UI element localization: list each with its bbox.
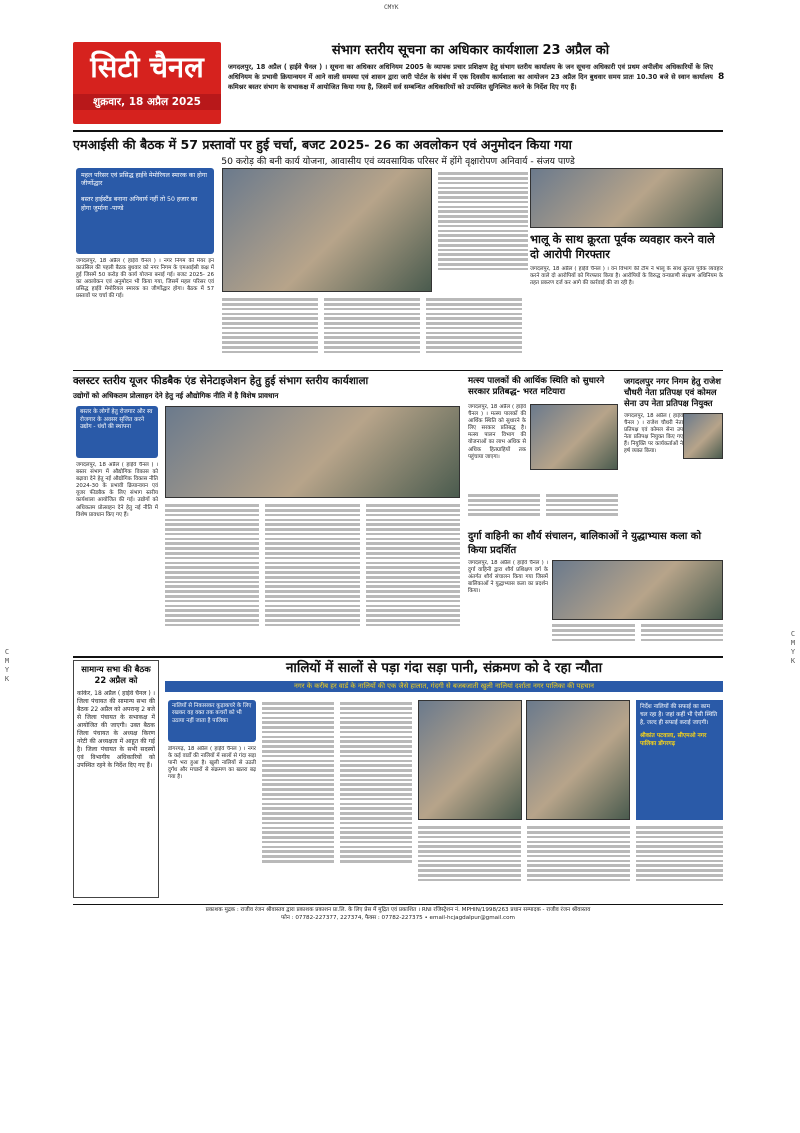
- mic-column-right: [438, 170, 528, 294]
- cluster-callout: बस्तर के लोगों हेतु रोजगार और स्व रोजगार के अवसर सृजित करने उद्योग - धंधों की स्थापना: [76, 406, 158, 458]
- cmyk-c: C: [4, 648, 10, 656]
- cluster-body: जगदलपुर, 18 अप्रैल ( हाईवे चैनल ) । बस्तर संभाग में औद्योगिक विकास को बढ़ावा देने हेतु नई औद्योगिक विकास नीति 2024-30 के प्रभावी क्रियान्वयन एवं यूजर फीडबैक के लिए संभाग स्तरीय कार्यशाला आयोजित की गई। उद्योगों को अधिकतम प्रोत्साहन देने हेतु नई नीति में विशेष प्रावधान किए गए हैं।: [76, 462, 158, 518]
- cmyk-y: Y: [4, 666, 10, 674]
- divider-mid: [73, 370, 723, 371]
- cluster-workshop-photo: [165, 406, 460, 498]
- cmyk-k-right: K: [790, 657, 796, 665]
- mic-subhead: 50 करोड़ की बनी कार्य योजना, आवासीय एवं व्यवसायिक परिसर में होंगे वृक्षारोपण अनिवार्य - संजय पाण्डे: [221, 156, 575, 167]
- bear-body: जगदलपुर, 18 अप्रैल ( हाईवे चैनल ) । वन विभाग की टीम ने भालू के साथ क्रूरता पूर्वक व्यवहार करने वाले दो आरोपियों को गिरफ्तार किया है। आरोपियों के विरुद्ध वन्यप्राणी संरक्षण अधिनियम के तहत प्रकरण दर्ज कर आगे की कार्रवाई की जा रही है।: [530, 266, 723, 287]
- drain-callout: नालियों से निकासकर कूड़ाकचरे के लिए रखकर वह वक्त तक कचरों को भी उठाया नहीं जाता है पालिका: [168, 700, 256, 742]
- gram-sabha-headline: सामान्य सभा की बैठक 22 अप्रैल को: [81, 664, 151, 685]
- bear-photo: [530, 168, 723, 228]
- footer-divider: [73, 904, 723, 905]
- cluster-headline: क्लस्टर स्तरीय यूजर फीडबैक एंड सेनेटाइजेशन हेतु हुई संभाग स्तरीय कार्यशाला: [73, 375, 369, 387]
- cmyk-m-right: M: [790, 639, 796, 647]
- drain-subhead: नगर के करीब हर वार्ड के नालियों की एक जैसे हालात, गंदगी से बजबजाती खुली नालियां दर्शाता नगर पालिका की पहचान: [165, 681, 723, 692]
- footer-imprint: प्रकाशक मुद्रक : राजीव रंजन श्रीवास्तव द्वारा प्रकाशक प्रकाशन प्रा.लि. के लिए प्रेस में मुद्रित एवं प्रकाशित । RNI रजिस्ट्रेशन नं. MPHIN/1998/263 प्रधान सम्पादक - राजीव रंजन श्रीवास्तव: [205, 907, 591, 913]
- masthead-title: सिटी चैनल: [90, 50, 204, 84]
- durga-body: जगदलपुर, 18 अप्रैल ( हाईवे चैनल ) । दुर्गा वाहिनी द्वारा शौर्य प्रशिक्षण वर्ग के अंतर्गत शौर्य संचालन किया गया जिसमें बालिकाओं ने युद्धाभ्यास कला का प्रदर्शन किया।: [468, 560, 548, 595]
- corporation-headline: जगदलपुर नगर निगम हेतु राजेश चौधरी नेता प्रतिपक्ष एवं कोमल सेना उप नेता प्रतिपक्ष नियुक्त: [624, 376, 721, 408]
- drain-columns-lower: [418, 824, 630, 896]
- drain-columns: [262, 700, 412, 896]
- drain-quote: निर्देश नालियों की सफाई का काम चल रहा है। जहां कहीं भी ऐसी स्थिति है, जल्द ही सफाई कराई जाएगी।: [640, 704, 718, 726]
- print-mark-right: [788, 630, 798, 666]
- cmyk-c-right: C: [790, 630, 796, 638]
- cmyk-m: M: [4, 657, 10, 665]
- lead-headline: संभाग स्तरीय सूचना का अधिकार कार्यशाला 23 अप्रैल को: [331, 43, 610, 58]
- drain-quote-box: [636, 700, 723, 820]
- drain-body: डोंगरगढ़, 18 अप्रैल ( हाईवे चैनल ) । नगर के कई वार्डों की नालियों में सालों से गंदा सड़ा पानी भरा हुआ है। खुली नालियों से उठती दुर्गंध और मच्छरों से संक्रमण का खतरा बढ़ गया है।: [168, 746, 256, 781]
- fish-photo: [530, 404, 618, 470]
- mic-body: जगदलपुर, 18 अप्रैल ( हाईवे चैनल ) । नगर निगम की मेयर इन काउंसिल की पहली बैठक बुधवार को नगर निगम के एमआईसी कक्ष में हुई जिसमें 50 करोड़ की कार्य योजना बनाई गई। बजट 2025- 26 का अवलोकन एवं अनुमोदन भी किया गया, जिसमें महल परिसर एवं प्रसिद्ध हाईवे मेमोरियल स्मारक का जीर्णोद्धार होगा। बैठक में 57 प्रस्तावों पर चर्चा की गई।: [76, 258, 214, 300]
- gram-sabha-box: [73, 660, 159, 898]
- gram-sabha-body: कांकेर, 18 अप्रैल ( हाईवे चैनल ) । जिला पंचायत की सामान्य सभा की बैठक 22 अप्रैल को अपरान्ह 2 बजे से जिला पंचायत के सभाकक्ष में आयोजित की जाएगी। उक्त बैठक जिला पंचायत के अध्यक्ष किरण नरेटी की अध्यक्षता में आहूत की गई है। जिला पंचायत के सभी सदस्यों एवं विभागीय अधिकारियों को उपस्थित रहने के निर्देश दिए गए हैं।: [77, 690, 155, 769]
- durga-photo: [552, 560, 723, 620]
- drain-photo-1: [418, 700, 522, 820]
- cmyk-y-right: Y: [790, 648, 796, 656]
- mic-highlight-2: बस्तर हाईस्टैंड बनाना अनिवार्य नहीं तो 50 हजार का होगा जुर्माना -पाण्डे: [81, 196, 198, 212]
- mic-highlights: [76, 168, 214, 254]
- drain-column-right: [636, 824, 723, 896]
- cluster-subhead: उद्योगों को अधिकतम प्रोत्साहन देने हेतु नई औद्योगिक नीति में है विशेष प्रावधान: [73, 391, 279, 400]
- masthead-block: [73, 42, 221, 124]
- bear-headline: भालू के साथ क्रूरता पूर्वक व्यवहार करने वाले दो आरोपी गिरफ्तार: [530, 232, 715, 261]
- print-mark-top: CMYK: [384, 4, 399, 11]
- masthead-date: शुक्रवार, 18 अप्रैल 2025: [73, 94, 221, 110]
- divider-top: [73, 130, 723, 132]
- mic-meeting-photo: [222, 168, 432, 292]
- page-number: 8: [718, 72, 725, 82]
- mic-headline: एमआईसी की बैठक में 57 प्रस्तावों पर हुई चर्चा, बजट 2025- 26 का अवलोकन एवं अनुमोदन किया गया: [73, 137, 572, 152]
- drain-quote-author: श्रीकांत पटवाला, सीएमओ नगर पालिका डोंगरगढ़: [640, 733, 707, 748]
- durga-headline: दुर्गा वाहिनी का शौर्य संचालन, बालिकाओं ने युद्धाभ्यास कला को किया प्रदर्शित: [468, 531, 702, 556]
- cluster-columns: [165, 502, 460, 652]
- corporation-body: जगदलपुर, 18 अप्रैल ( हाईवे चैनल ) । राजेश चौधरी नेता प्रतिपक्ष एवं कोमल सेना उप नेता प्रतिपक्ष नियुक्त किए गए हैं। नियुक्ति पर कार्यकर्ताओं ने हर्ष व्यक्त किया।: [624, 413, 683, 455]
- divider-lower: [73, 656, 723, 658]
- lead-body: जगदलपुर, 18 अप्रैल ( हाईवे चैनल ) । सूचना का अधिकार अधिनियम 2005 के व्यापक प्रचार प्रशिक्षण हेतु संभाग स्तरीय कार्यालय के जन सूचना अधिकारी एवं प्रथम अपीलीय अधिकारियों के लिए अधिनियम के प्रभावी क्रियान्वयन में आने वाली समस्या एवं शासन द्वारा जारी पोर्टल के संबंध में एक दिवसीय कार्यशाला का आयोजन 23 अप्रैल दिन बुधवार समय प्रातः 10.30 बजे से स्वान कार्यालय कमिश्नर बस्तर संभाग के सभाकक्ष में आयोजित किया गया है, जिसमें सर्व सम्बन्धित अधिकारियों को उपस्थित सुनिश्चित करने के निर्देश दिए गए हैं।: [228, 63, 713, 91]
- drain-photo-2: [526, 700, 630, 820]
- fish-headline: मत्स्य पालकों की आर्थिक स्थिति को सुधारने सरकार प्रतिबद्ध- भरत मटियारा: [468, 376, 605, 398]
- footer: [73, 907, 723, 922]
- drain-headline: नालियों में सालों से पड़ा गंदा सड़ा पानी, संक्रमण को दे रहा न्यौता: [285, 661, 603, 676]
- cmyk-k: K: [4, 675, 10, 683]
- corporation-photo: [683, 413, 723, 459]
- footer-contact: फोन : 07782-227377, 227374, फैक्स : 07782-227375 • email-hcjagdalpur@gmail.com: [281, 914, 515, 921]
- durga-columns: [552, 622, 723, 652]
- fish-body: जगदलपुर, 18 अप्रैल ( हाईवे चैनल ) । मत्स्य पालकों की आर्थिक स्थिति को सुधारने के लिए सरकार प्रतिबद्ध है। मत्स्य पालन विभाग की योजनाओं का लाभ अधिक से अधिक हितग्राहियों तक पहुंचाया जाएगा।: [468, 404, 526, 460]
- print-mark-left: [2, 648, 12, 684]
- mic-columns: [222, 296, 522, 366]
- fish-columns: [468, 492, 618, 526]
- mic-highlight-1: महल परिसर एवं प्रसिद्ध हाईवे मेमोरियल स्मारक का होगा जीर्णोद्धार: [81, 172, 207, 188]
